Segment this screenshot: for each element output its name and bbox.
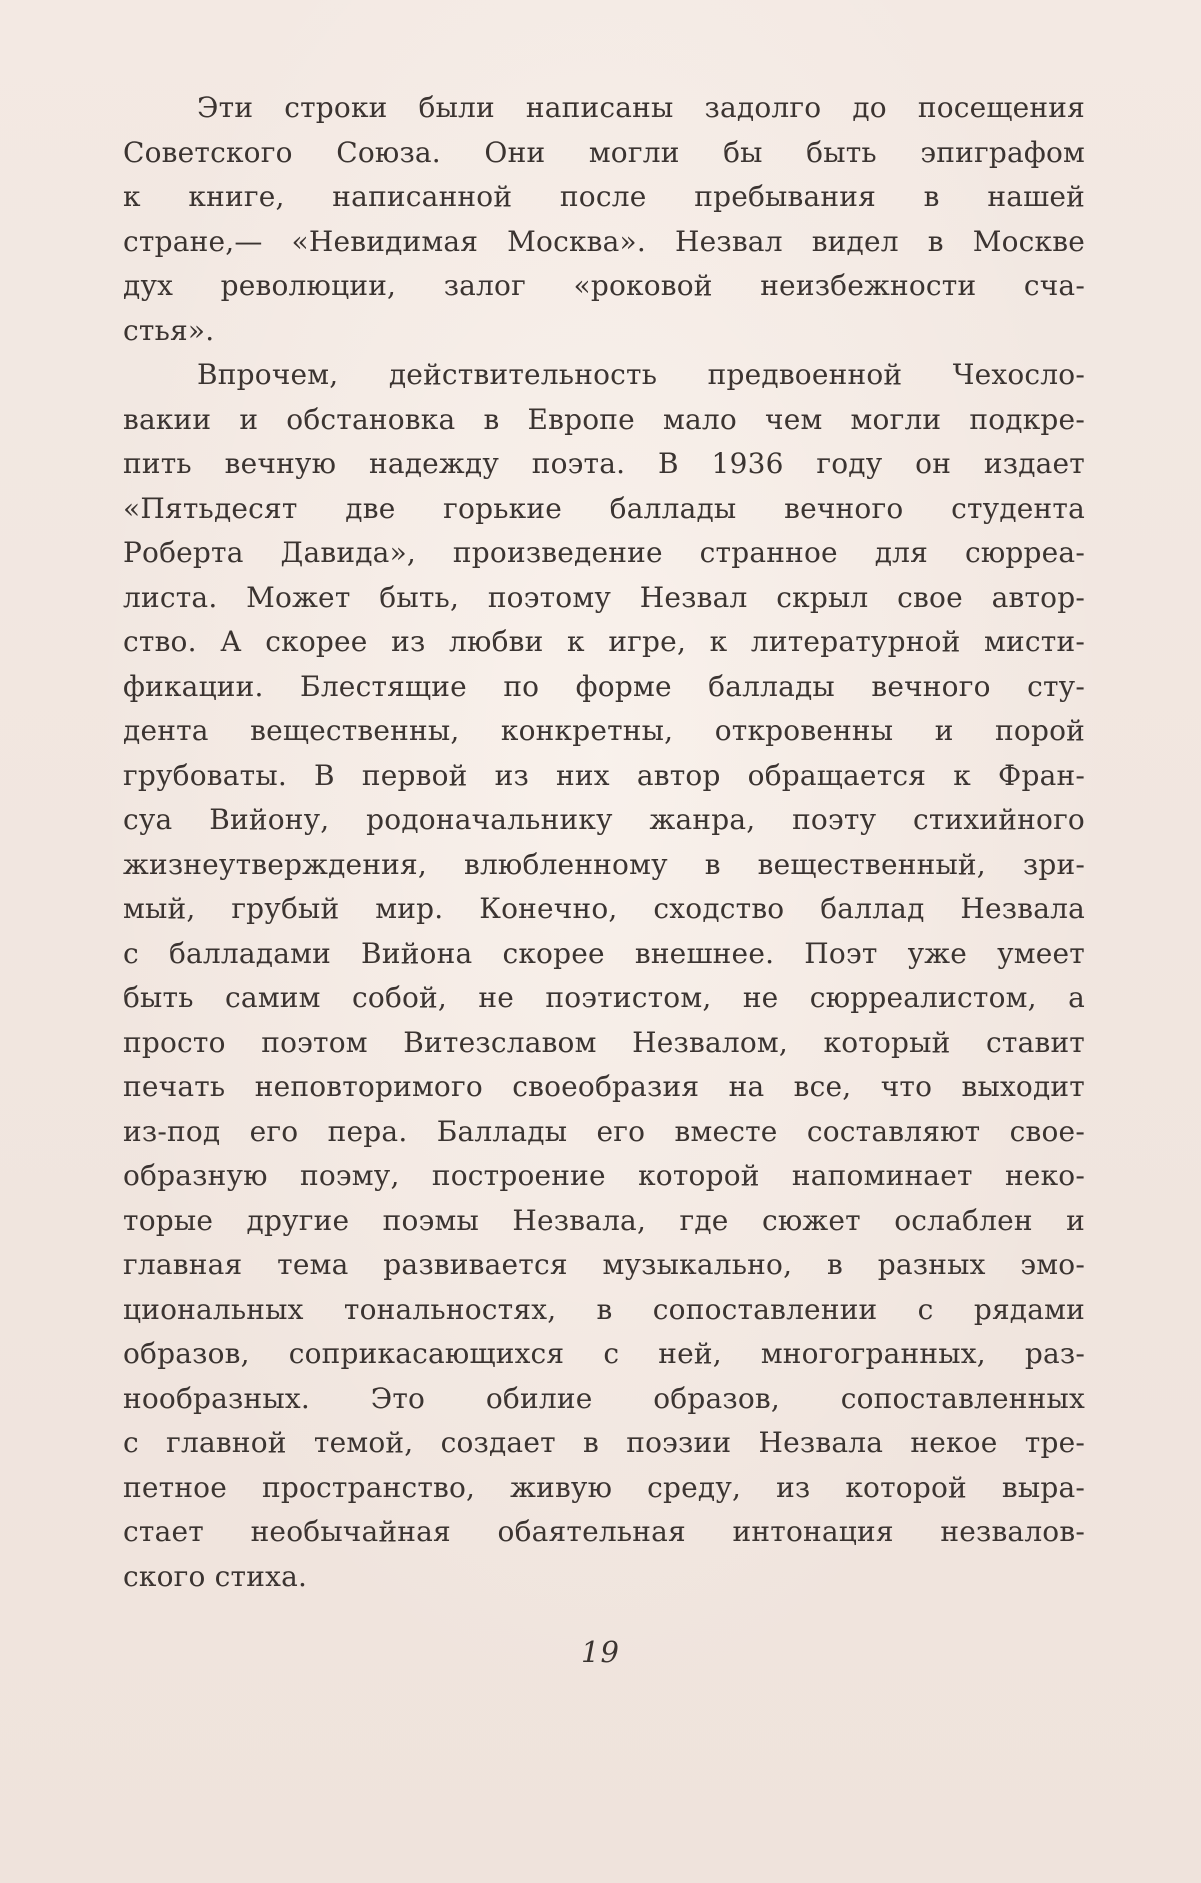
text-line: с балладами Вийона скорее внешнее. Поэт уже умеет <box>123 936 1085 970</box>
body-text <box>123 86 1085 1599</box>
text-line: стране,— «Невидимая Москва». Незвал видел в Москве <box>123 224 1085 258</box>
text-line: стает необычайная обаятельная интонация незвалов- <box>123 1515 1085 1548</box>
text-line: циональных тональностях, в сопоставлении с рядами <box>123 1292 1085 1326</box>
text-line: торые другие поэмы Незвала, где сюжет ослаблен и <box>123 1203 1085 1237</box>
text-line: стья». <box>123 313 215 347</box>
text-line: Впрочем, действительность предвоенной Чехосло- <box>197 358 1085 391</box>
text-line: петное пространство, живую среду, из которой выра- <box>123 1470 1085 1504</box>
text-line: с главной темой, создает в поэзии Незвала некое тре- <box>123 1426 1085 1459</box>
text-line: из-под его пера. Баллады его вместе составляют свое- <box>123 1114 1085 1148</box>
text-line: Роберта Давида», произведение странное для сюрреа- <box>123 536 1085 569</box>
text-line: Эти строки были написаны задолго до посещения <box>197 91 1085 124</box>
text-line: дух революции, залог «роковой неизбежности сча- <box>123 269 1085 302</box>
text-line: суа Вийону, родоначальнику жанра, поэту стихийного <box>123 803 1085 836</box>
text-line: листа. Может быть, поэтому Незвал скрыл свое автор- <box>123 580 1085 614</box>
text-line: быть самим собой, не поэтистом, не сюрреалистом, а <box>123 981 1085 1014</box>
text-line: вакии и обстановка в Европе мало чем могли подкре- <box>123 402 1085 436</box>
text-line: образную поэму, построение которой напоминает неко- <box>123 1159 1085 1192</box>
text-line: просто поэтом Витезславом Незвалом, который ставит <box>123 1025 1085 1059</box>
text-line: к книге, написанной после пребывания в нашей <box>123 180 1085 213</box>
text-line: «Пятьдесят две горькие баллады вечного студента <box>123 491 1085 525</box>
text-line: дента вещественны, конкретны, откровенны и порой <box>123 714 1085 747</box>
text-line: печать неповторимого своеобразия на все, что выходит <box>123 1070 1085 1103</box>
text-line: нообразных. Это обилие образов, сопоставленных <box>123 1381 1085 1415</box>
text-line: ство. А скорее из любви к игре, к литературной мисти- <box>123 625 1085 658</box>
text-line: жизнеутверждения, влюбленному в вещественный, зри- <box>123 847 1085 881</box>
text-line: пить вечную надежду поэта. В 1936 году он издает <box>123 447 1085 480</box>
text-line: Советского Союза. Они могли бы быть эпиграфом <box>123 135 1085 169</box>
text-line: главная тема развивается музыкально, в разных эмо- <box>123 1248 1085 1281</box>
text-line: ского стиха. <box>123 1559 308 1593</box>
text-line: фикации. Блестящие по форме баллады вечного сту- <box>123 669 1085 703</box>
text-line: мый, грубый мир. Конечно, сходство баллад Незвала <box>123 892 1085 925</box>
text-line: образов, соприкасающихся с ней, многогранных, раз- <box>123 1337 1085 1370</box>
page-number: 19 <box>581 1635 620 1669</box>
text-line: грубоваты. В первой из них автор обращается к Фран- <box>123 758 1085 792</box>
